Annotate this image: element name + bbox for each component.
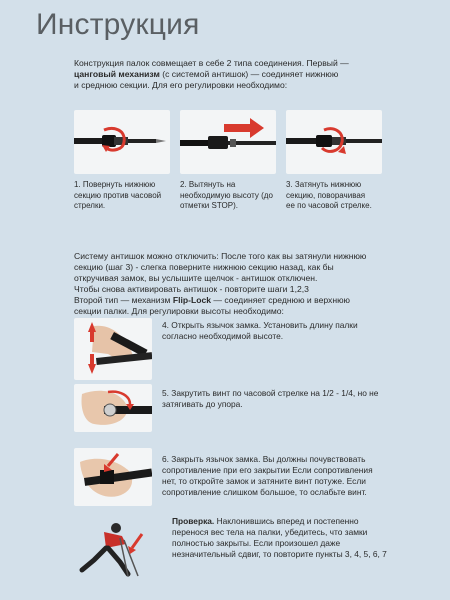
intro-text-end: и среднюю секции. Для его регулировки необходимо: bbox=[74, 80, 288, 90]
step-4-text: 4. Открыть язычок замка. Установить длину палки согласно необходимой высоте. bbox=[162, 320, 358, 341]
check-bold-label: Проверка. bbox=[172, 516, 215, 526]
step6-photo bbox=[74, 448, 152, 506]
step-6-text: 6. Закрыть язычок замка. Вы должны почувствовать сопротивление при его закрытии Если сопротивления нет, то откройте замок и затяните винт потуже. Если сопротивление слишком большое, то ослабьте винт. bbox=[162, 454, 373, 497]
step4-photo bbox=[74, 318, 152, 380]
step3-photo bbox=[286, 110, 382, 174]
step1-photo bbox=[74, 110, 170, 174]
fliplock-paragraph bbox=[74, 295, 414, 317]
intro-paragraph bbox=[74, 58, 404, 91]
fliplock-text-cont: — соединяет среднюю и верхнюю bbox=[211, 295, 350, 305]
fliplock-text: Второй тип — механизм bbox=[74, 295, 173, 305]
antishock-paragraph bbox=[74, 251, 414, 295]
step2-photo bbox=[180, 110, 276, 174]
intro-text: Конструкция палок совмещает в себе 2 типа соединения. Первый — bbox=[74, 58, 349, 68]
antishock-line: секцию (шаг 3) - слегка поверните нижнюю секцию назад, как бы bbox=[74, 262, 334, 272]
antishock-line: Систему антишок можно отключить: После того как вы затянули нижнюю bbox=[74, 251, 367, 261]
page-title: Инструкция bbox=[36, 8, 200, 41]
intro-bold-term: цанговый механизм bbox=[74, 69, 160, 79]
fliplock-bold-term: Flip-Lock bbox=[172, 295, 212, 305]
step-2-text: 2. Вытянуть на необходимую высоту (до отметки STOP). bbox=[180, 180, 273, 210]
antishock-line: Чтобы снова активировать антишок - повторите шаги 1,2,3 bbox=[74, 284, 309, 294]
intro-text-cont: (с системой антишок) — соединяет нижнюю bbox=[159, 69, 339, 79]
antishock-line: откручивая замок, вы услышите щелчок - антишок отключен. bbox=[74, 273, 318, 283]
step5-photo bbox=[74, 384, 152, 432]
check-text: Наклонившись вперед и постепенно перенося вес тела на палки, убедитесь, что замки полностью закрыты. Если произошел даже незначительный сдвиг, то повторите пункты 3, 4, 5, 6, 7 bbox=[172, 516, 387, 559]
check-photo bbox=[76, 514, 152, 580]
step-1-text: 1. Повернуть нижнюю секцию против часовой стрелки. bbox=[74, 180, 162, 210]
step-3-text: 3. Затянуть нижнюю секцию, поворачивая ее по часовой стрелке. bbox=[286, 180, 372, 210]
step-5-text: 5. Закрутить винт по часовой стрелке на 1/2 - 1/4, но не затягивать до упора. bbox=[162, 388, 379, 409]
fliplock-text-end: секции палки. Для регулировки высоты необходимо: bbox=[74, 306, 284, 316]
check-paragraph bbox=[172, 516, 387, 560]
